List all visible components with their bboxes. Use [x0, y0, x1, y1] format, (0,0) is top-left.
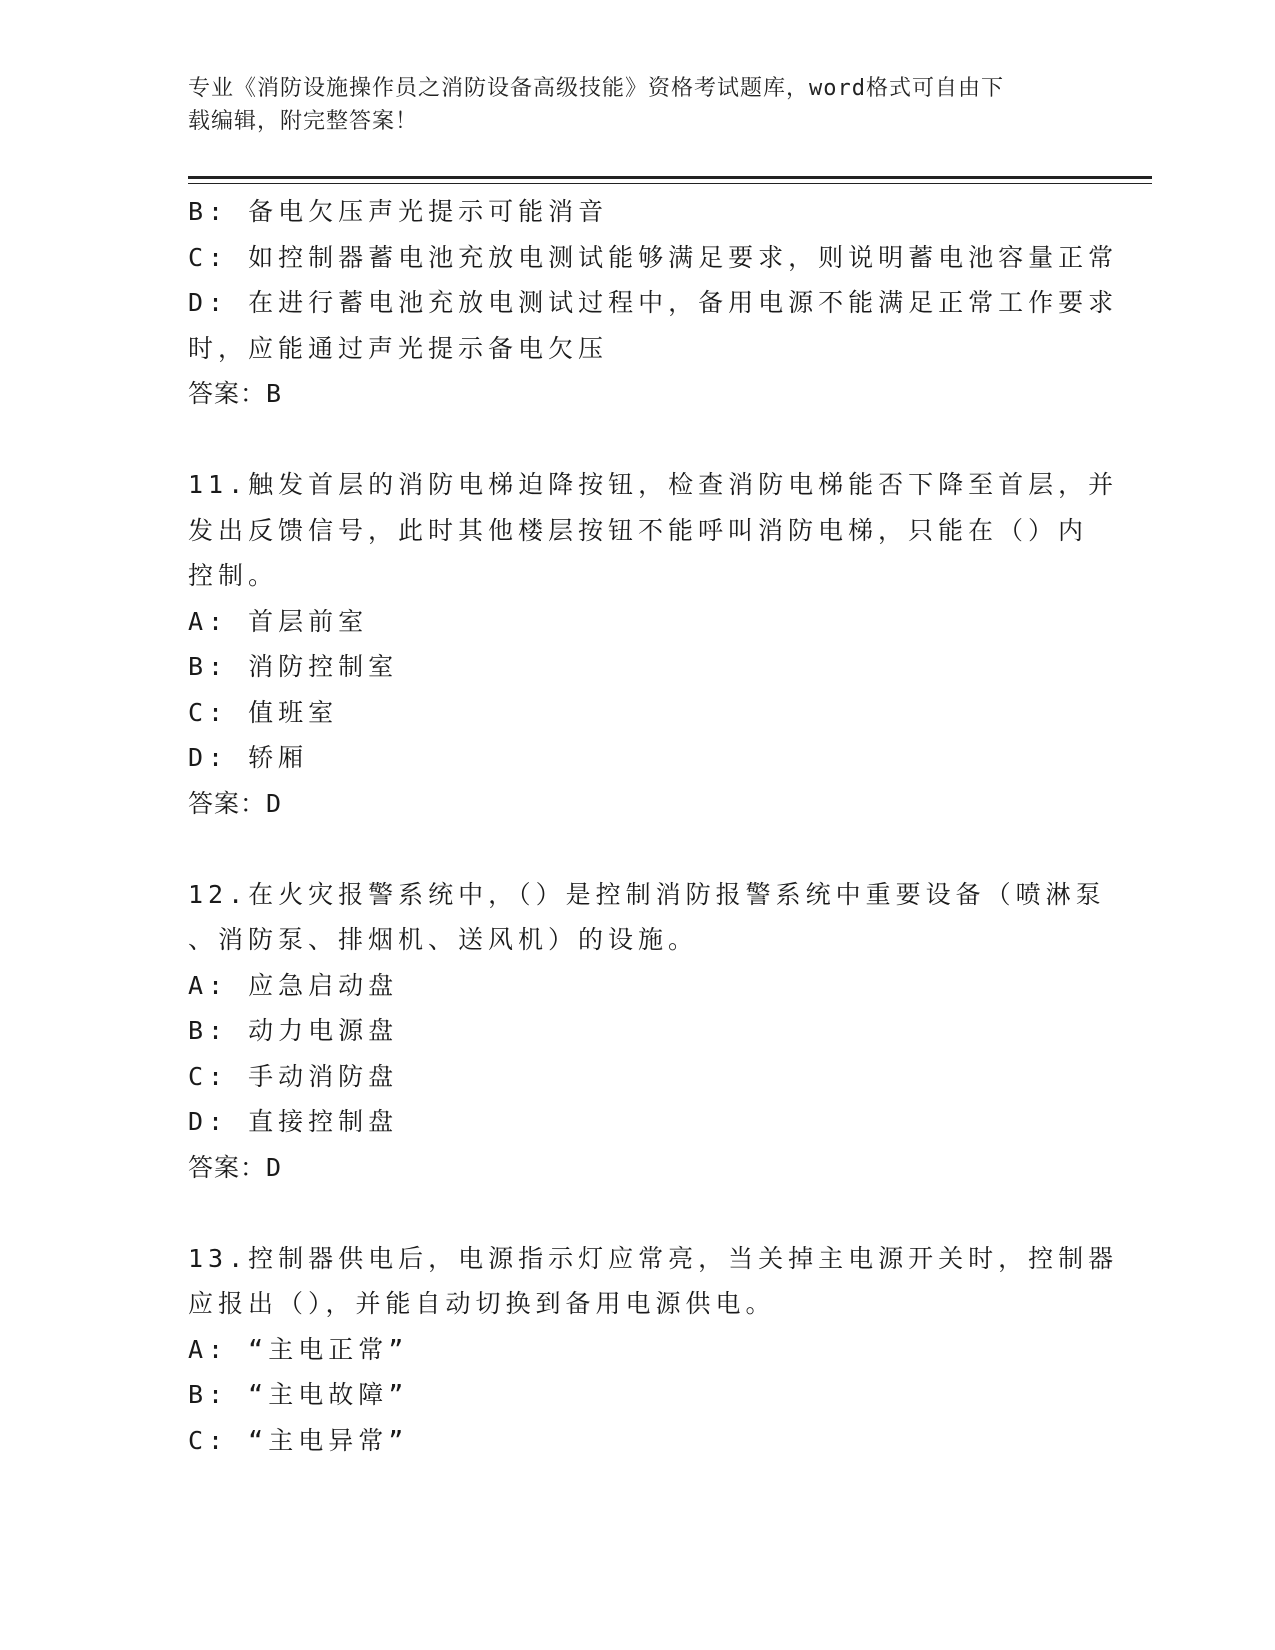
option-d: D: 轿厢: [188, 743, 309, 772]
question-stem: 11.触发首层的消防电梯迫降按钮，检查消防电梯能否下降至首层，并: [188, 470, 1119, 499]
answer-line: 答案：D: [188, 788, 283, 818]
question-11: [188, 462, 1119, 826]
spacer: [188, 417, 1088, 463]
option-a: A: “主电正常”: [188, 1334, 409, 1364]
question-stem: 控制。: [188, 561, 279, 590]
header-line-1: 专业《消防设施操作员之消防设备高级技能》资格考试题库，word格式可自由下: [188, 76, 1004, 101]
header-divider-thin: [188, 183, 1152, 184]
question-stem: 12.在火灾报警系统中，（）是控制消防报警系统中重要设备（喷淋泵: [188, 879, 1106, 909]
option-a: A: 首层前室: [188, 606, 369, 636]
spacer: [188, 1190, 1088, 1236]
option-d: D: 直接控制盘: [188, 1107, 399, 1136]
question-12: [188, 872, 1106, 1191]
option-d-continued: 时，应能通过声光提示备电欠压: [188, 333, 609, 363]
question-prev-continued: [188, 189, 1119, 417]
header-divider-thick: [188, 176, 1152, 179]
option-c: C: 值班室: [188, 697, 339, 727]
answer-line: 答案：B: [188, 379, 283, 408]
question-stem: 13.控制器供电后，电源指示灯应常亮，当关掉主电源开关时，控制器: [188, 1243, 1119, 1273]
option-d: D: 在进行蓄电池充放电测试过程中，备用电源不能满足正常工作要求: [188, 288, 1119, 317]
option-b: B: 动力电源盘: [188, 1016, 399, 1045]
question-stem: 应报出（），并能自动切换到备用电源供电。: [188, 1289, 776, 1318]
option-c: C: 如控制器蓄电池充放电测试能够满足要求，则说明蓄电池容量正常: [188, 242, 1119, 272]
option-a: A: 应急启动盘: [188, 970, 399, 1000]
header-line-2: 载编辑，附完整答案！: [188, 109, 419, 134]
document-header: [188, 72, 1068, 138]
option-b: B: 消防控制室: [188, 652, 399, 681]
option-b: B: “主电故障”: [188, 1380, 409, 1409]
question-13: [188, 1236, 1119, 1464]
question-list: [188, 189, 1119, 1463]
option-c: C: “主电异常”: [188, 1425, 409, 1455]
option-c: C: 手动消防盘: [188, 1061, 399, 1091]
question-stem: 发出反馈信号，此时其他楼层按钮不能呼叫消防电梯，只能在（）内: [188, 515, 1089, 545]
option-b: B: 备电欠压声光提示可能消音: [188, 197, 609, 226]
answer-line: 答案：D: [188, 1152, 283, 1182]
spacer: [188, 826, 1088, 872]
question-stem: 、消防泵、排烟机、送风机）的设施。: [188, 925, 699, 954]
